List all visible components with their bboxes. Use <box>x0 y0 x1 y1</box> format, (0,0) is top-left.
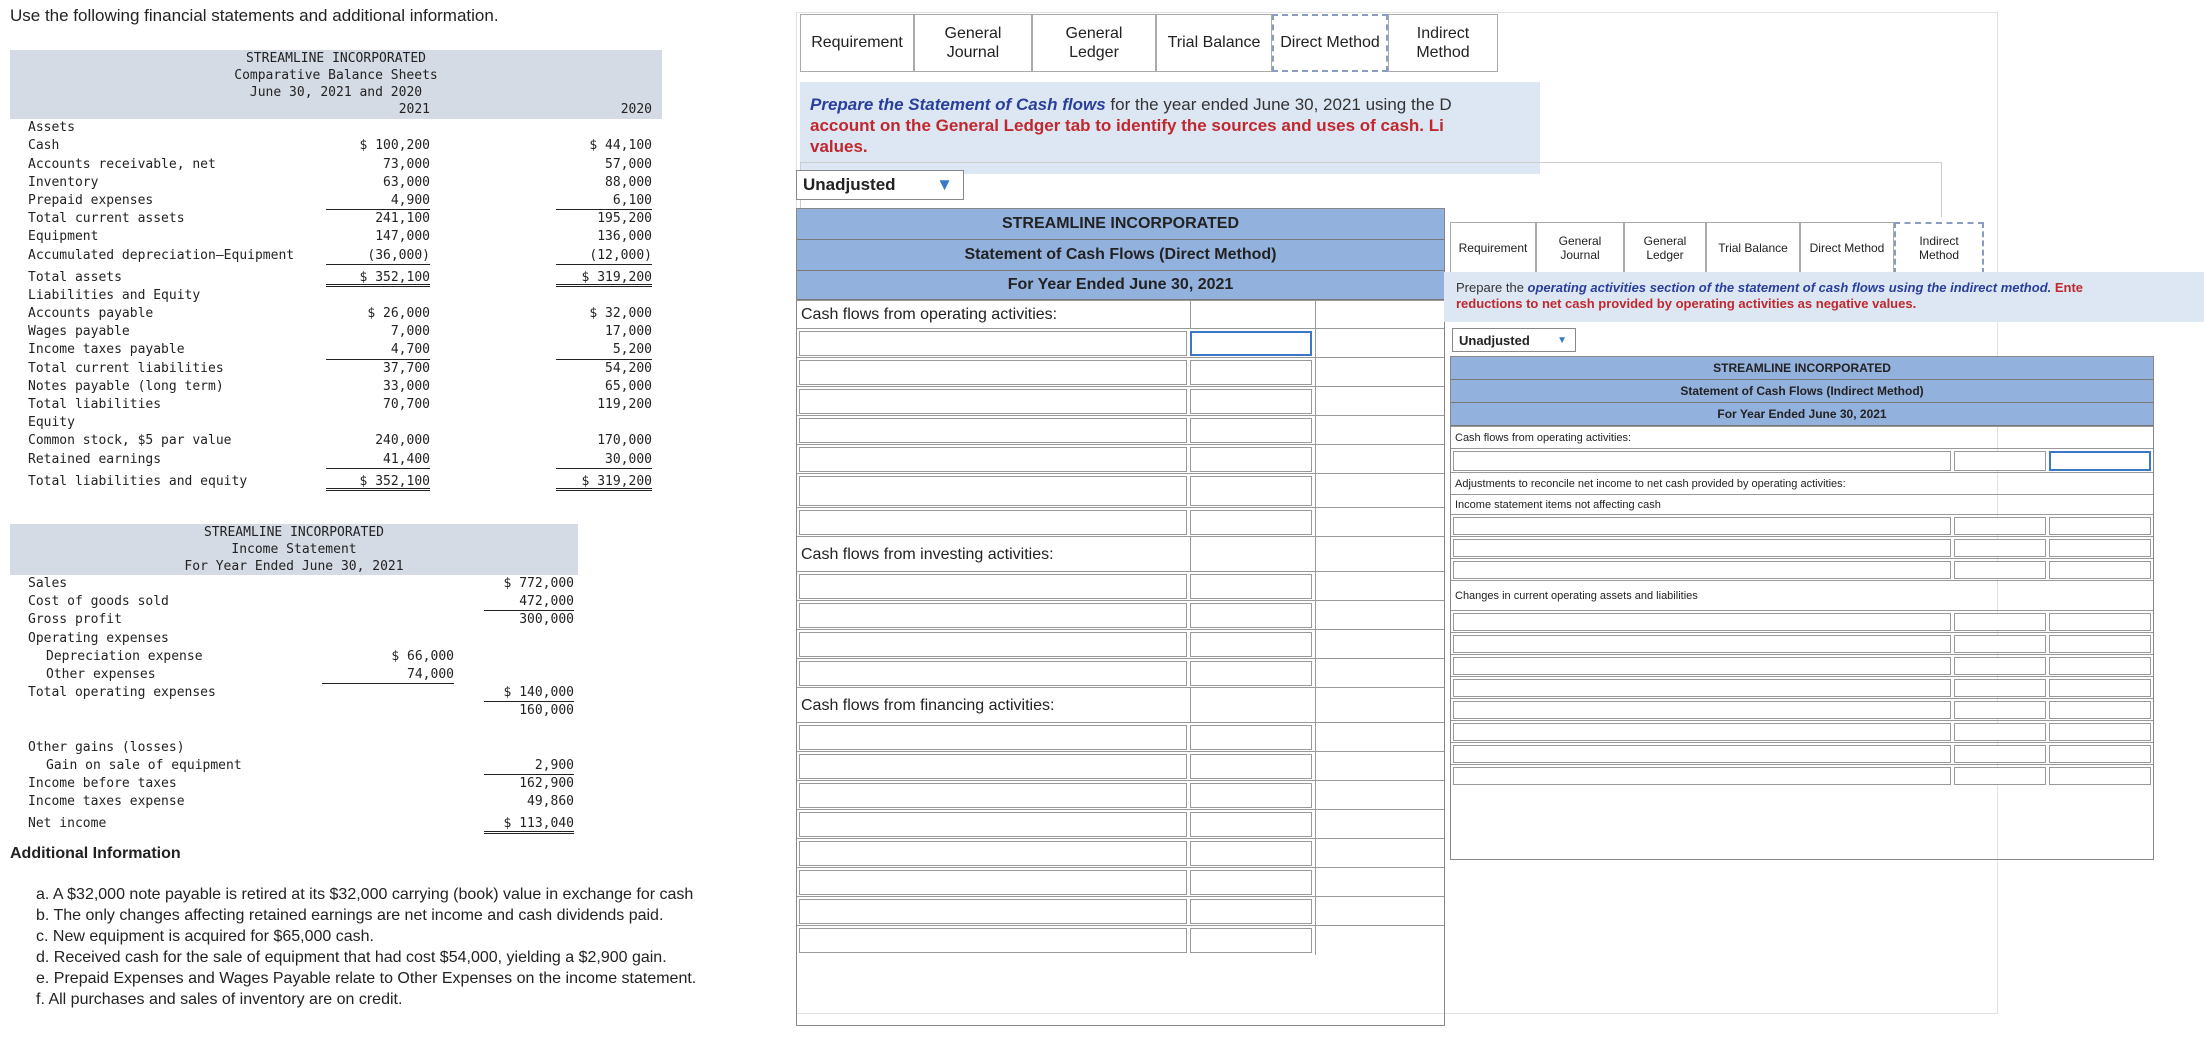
is-row-label: Gain on sale of equipment <box>46 757 242 773</box>
bs-row-2021: $ 26,000 <box>367 306 430 322</box>
indirect-input-row <box>1451 558 2153 581</box>
direct-input-row <box>797 896 1444 926</box>
direct-input-row <box>797 722 1444 752</box>
bs-row-label: Income taxes payable <box>28 342 185 358</box>
direct-account-input[interactable] <box>799 928 1187 953</box>
indirect-section-row <box>1451 472 2153 495</box>
direct-tab-requirement[interactable]: Requirement <box>800 14 914 72</box>
direct-account-input[interactable] <box>799 812 1187 837</box>
indirect-input-row <box>1451 610 2153 633</box>
bs-row-label: Accounts receivable, net <box>28 156 216 172</box>
is-row <box>10 648 580 666</box>
is-row-label: Other gains (losses) <box>28 739 185 755</box>
is-row-sub: 74,000 <box>407 666 454 682</box>
is-row-label: Sales <box>28 576 68 591</box>
indirect-method-panel <box>1444 220 2204 870</box>
direct-tab-trial-balance[interactable]: Trial Balance <box>1156 14 1272 72</box>
direct-amount-input[interactable] <box>1190 783 1312 808</box>
direct-input-row <box>797 357 1444 387</box>
is-row-total: 160,000 <box>519 703 574 719</box>
indirect-amount-input[interactable] <box>1954 561 2046 579</box>
is-row <box>10 793 580 811</box>
direct-tab-general-ledger[interactable]: General Ledger <box>1032 14 1156 72</box>
direct-account-input[interactable] <box>799 389 1187 414</box>
direct-instr-plain: for the year ended June 30, 2021 using the D <box>1105 95 1452 114</box>
indirect-section-label: Cash flows from operating activities: <box>1455 432 1632 444</box>
direct-instr-red: account on the General Ledger tab to identify the sources and uses of cash. Li <box>810 116 1444 135</box>
bs-row-2021: 73,000 <box>383 156 430 172</box>
bs-row-2021: 70,700 <box>383 397 430 412</box>
indirect-section-row <box>1451 426 2153 449</box>
direct-statement <box>796 208 1445 1026</box>
indirect-amount-input[interactable] <box>1954 701 2046 719</box>
indirect-total-input[interactable] <box>2049 451 2151 471</box>
indirect-account-input[interactable] <box>1453 613 1951 631</box>
bs-row-2021: 147,000 <box>375 229 430 245</box>
direct-input-row <box>797 386 1444 416</box>
is-row-total: $ 113,040 <box>503 816 574 832</box>
direct-amount-input[interactable] <box>1190 574 1312 599</box>
direct-account-input[interactable] <box>799 360 1187 385</box>
bs-row-label: Total current liabilities <box>28 360 224 376</box>
indirect-tab-general-journal[interactable]: General Journal <box>1536 222 1624 274</box>
direct-input-row <box>797 867 1444 897</box>
indirect-total-input[interactable] <box>2049 635 2151 653</box>
indirect-account-input[interactable] <box>1453 561 1951 579</box>
bs-row-label: Common stock, $5 par value <box>28 433 232 449</box>
direct-account-input[interactable] <box>799 476 1187 506</box>
indirect-account-input[interactable] <box>1453 539 1951 557</box>
direct-account-input[interactable] <box>799 754 1187 779</box>
direct-input-row <box>797 600 1444 630</box>
bs-row-label: Equity <box>28 415 75 431</box>
additional-info-item: e. Prepaid Expenses and Wages Payable relate to Other Expenses on the income statement. <box>36 970 697 987</box>
bs-row <box>10 451 662 469</box>
bs-row-label: Assets <box>28 120 75 136</box>
bs-row-2021: $ 352,100 <box>359 269 430 285</box>
bs-row-label: Cash <box>28 138 60 154</box>
indirect-section-label: Adjustments to reconcile net income to net cash provided by operating activities: <box>1455 478 1846 490</box>
bs-row <box>10 174 662 192</box>
indirect-tab-general-ledger[interactable]: General Ledger <box>1624 222 1706 274</box>
bs-row <box>10 228 662 246</box>
is-subtitle: Income Statement <box>231 542 357 557</box>
is-row-total: 472,000 <box>519 594 574 610</box>
bs-row-2021: 4,700 <box>390 342 430 358</box>
indirect-account-input[interactable] <box>1453 701 1951 719</box>
bs-row <box>10 414 662 432</box>
direct-amount-input[interactable] <box>1190 661 1312 686</box>
direct-amount-input[interactable] <box>1190 331 1312 356</box>
direct-input-row <box>797 658 1444 688</box>
indirect-instr-red: Ente <box>2051 280 2084 295</box>
bs-subtitle: Comparative Balance Sheets <box>234 68 438 83</box>
indirect-input-row <box>1451 698 2153 721</box>
bs-row <box>10 396 662 414</box>
indirect-instructions <box>1444 272 2204 322</box>
is-row-label: Depreciation expense <box>46 648 203 664</box>
bs-row-2020: 65,000 <box>605 378 652 394</box>
indirect-input-row <box>1451 654 2153 677</box>
direct-account-input[interactable] <box>799 331 1187 356</box>
is-row <box>10 775 580 793</box>
indirect-input-row <box>1451 676 2153 699</box>
indirect-total-input[interactable] <box>2049 701 2151 719</box>
bs-row <box>10 247 662 265</box>
bs-title: STREAMLINE INCORPORATED <box>245 51 426 66</box>
indirect-amount-input[interactable] <box>1954 451 2046 471</box>
indirect-amount-input[interactable] <box>1954 745 2046 763</box>
direct-head-title: Statement of Cash Flows (Direct Method) <box>797 240 1444 271</box>
indirect-account-input[interactable] <box>1453 745 1951 763</box>
direct-account-input[interactable] <box>799 418 1187 443</box>
is-row-label: Income taxes expense <box>28 794 185 810</box>
direct-dropdown-value: Unadjusted <box>803 175 896 194</box>
is-row-label: Net income <box>28 816 107 832</box>
indirect-total-input[interactable] <box>2049 679 2151 697</box>
bs-row <box>10 137 662 155</box>
indirect-amount-input[interactable] <box>1954 539 2046 557</box>
additional-info-item: b. The only changes affecting retained earnings are net income and cash dividends paid. <box>36 907 664 924</box>
indirect-instr-red2: reductions to net cash provided by operating activities as negative values. <box>1456 296 1917 311</box>
indirect-section-row <box>1451 494 2153 515</box>
is-row <box>10 666 580 684</box>
is-row-total: $ 772,000 <box>503 576 574 591</box>
bs-row-2020: 30,000 <box>605 451 652 467</box>
bs-row <box>10 305 662 323</box>
direct-account-input[interactable] <box>799 841 1187 866</box>
additional-info-item: d. Received cash for the sale of equipment that had cost $54,000, yielding a $2,900 gain. <box>36 949 667 966</box>
bs-row-label: Total assets <box>28 269 122 285</box>
bs-row-label: Total current assets <box>28 211 185 227</box>
direct-account-input[interactable] <box>799 603 1187 628</box>
direct-amount-input[interactable] <box>1190 418 1312 443</box>
indirect-amount-input[interactable] <box>1954 517 2046 535</box>
indirect-head-period: For Year Ended June 30, 2021 <box>1451 403 2153 426</box>
additional-info-item: c. New equipment is acquired for $65,000 cash. <box>36 928 374 945</box>
bs-row-2020: 6,100 <box>612 192 652 208</box>
bs-row-label: Notes payable (long term) <box>28 378 224 394</box>
is-date: For Year Ended June 30, 2021 <box>184 559 404 574</box>
indirect-total-input[interactable] <box>2049 657 2151 675</box>
indirect-total-input[interactable] <box>2049 539 2151 557</box>
direct-input-row <box>797 507 1444 537</box>
direct-input-row <box>797 925 1444 955</box>
is-row-total: 2,900 <box>534 757 574 773</box>
direct-account-input[interactable] <box>799 510 1187 535</box>
bs-date: June 30, 2021 and 2020 <box>249 85 423 100</box>
direct-section-label: Cash flows from operating activities: <box>801 306 1058 323</box>
direct-amount-input[interactable] <box>1190 360 1312 385</box>
is-row <box>10 593 580 611</box>
direct-input-row <box>797 809 1444 839</box>
bs-row-2020: $ 319,200 <box>581 269 652 285</box>
indirect-total-input[interactable] <box>2049 767 2151 785</box>
is-row-label: Other expenses <box>46 666 156 682</box>
direct-input-row <box>797 571 1444 601</box>
indirect-amount-input[interactable] <box>1954 613 2046 631</box>
bs-row-2020: 54,200 <box>605 360 652 376</box>
is-row-label: Cost of goods sold <box>28 594 169 610</box>
direct-account-input[interactable] <box>799 899 1187 924</box>
bs-row-2021: 63,000 <box>383 174 430 190</box>
additional-info-item: a. A $32,000 note payable is retired at its $32,000 carrying (book) value in exchange for cash <box>36 886 694 903</box>
bs-row-2021: (36,000) <box>367 247 430 263</box>
direct-amount-input[interactable] <box>1190 510 1312 535</box>
bs-row-2020: 17,000 <box>605 324 652 340</box>
indirect-tab-trial-balance[interactable]: Trial Balance <box>1706 222 1800 274</box>
bs-row <box>10 323 662 341</box>
bs-row-2020: 119,200 <box>597 397 652 412</box>
indirect-account-input[interactable] <box>1453 723 1951 741</box>
bs-row-2020: 170,000 <box>597 433 652 449</box>
direct-account-input[interactable] <box>799 632 1187 657</box>
is-row-sub: $ 66,000 <box>391 648 454 664</box>
direct-account-input[interactable] <box>799 870 1187 895</box>
is-row-total: 300,000 <box>519 612 574 628</box>
indirect-account-input[interactable] <box>1453 767 1951 785</box>
direct-amount-input[interactable] <box>1190 476 1312 506</box>
bs-row-2020: 195,200 <box>597 211 652 227</box>
bs-row-2021: 240,000 <box>375 433 430 449</box>
direct-amount-input[interactable] <box>1190 447 1312 472</box>
bs-row-2020: $ 319,200 <box>581 473 652 489</box>
direct-instructions <box>800 82 1540 174</box>
bs-row-2021: 241,100 <box>375 211 430 227</box>
direct-input-row <box>797 473 1444 508</box>
direct-instr-emph: Prepare the Statement of Cash flows <box>810 95 1106 114</box>
indirect-account-input[interactable] <box>1453 657 1951 675</box>
direct-instr-red2: values. <box>810 137 868 156</box>
indirect-amount-input[interactable] <box>1954 679 2046 697</box>
is-row-label: Gross profit <box>28 612 122 628</box>
is-row <box>10 630 580 648</box>
direct-amount-input[interactable] <box>1190 603 1312 628</box>
direct-tab-general-journal[interactable]: General Journal <box>914 14 1032 72</box>
direct-amount-input[interactable] <box>1190 812 1312 837</box>
bs-row-label: Accumulated depreciation—Equipment <box>28 247 295 263</box>
indirect-head-company: STREAMLINE INCORPORATED <box>1451 357 2153 380</box>
direct-input-row <box>797 444 1444 474</box>
bs-row <box>10 473 662 491</box>
bs-row <box>10 156 662 174</box>
indirect-instr-emph: operating activities section of the statement of cash flows using the indirect method. <box>1527 280 2052 295</box>
indirect-total-input[interactable] <box>2049 517 2151 535</box>
indirect-head-title: Statement of Cash Flows (Indirect Method) <box>1451 380 2153 403</box>
chevron-down-icon: ▼ <box>1557 334 1567 346</box>
intro-text: Use the following financial statements and additional information. <box>10 6 499 25</box>
bs-row-label: Retained earnings <box>28 451 162 467</box>
is-row <box>10 815 580 833</box>
bs-row-2020: 136,000 <box>597 229 652 245</box>
indirect-total-input[interactable] <box>2049 745 2151 763</box>
is-row-label: Total operating expenses <box>28 685 216 701</box>
indirect-amount-input[interactable] <box>1954 723 2046 741</box>
direct-account-input[interactable] <box>799 661 1187 686</box>
bs-row-2021: 7,000 <box>390 324 430 340</box>
bs-row-label: Equipment <box>28 229 99 245</box>
bs-row-2021: 37,700 <box>383 360 430 376</box>
balance-sheet-header <box>10 50 662 119</box>
bs-row-2021: 4,900 <box>390 192 430 208</box>
indirect-tab-indirect-method[interactable]: Indirect Method <box>1894 222 1984 274</box>
bs-row-2021: $ 100,200 <box>359 138 430 154</box>
indirect-instr-plain: Prepare the <box>1456 280 1528 295</box>
direct-amount-input[interactable] <box>1190 928 1312 953</box>
indirect-dropdown-value: Unadjusted <box>1459 332 1530 348</box>
bs-row-2020: 88,000 <box>605 174 652 190</box>
indirect-tab-requirement[interactable]: Requirement <box>1450 222 1536 274</box>
indirect-input-row <box>1451 448 2153 473</box>
indirect-input-row <box>1451 742 2153 765</box>
bs-row <box>10 341 662 359</box>
bs-row-label: Accounts payable <box>28 306 154 322</box>
chevron-down-icon: ▼ <box>936 175 953 194</box>
bs-row <box>10 192 662 210</box>
bs-row-2020: (12,000) <box>589 247 652 263</box>
is-row <box>10 611 580 629</box>
indirect-statement <box>1450 356 2154 860</box>
direct-input-row <box>797 751 1444 781</box>
additional-info-heading: Additional Information <box>10 845 181 862</box>
direct-amount-input[interactable] <box>1190 632 1312 657</box>
direct-section-label: Cash flows from financing activities: <box>801 697 1055 714</box>
bs-row-label: Wages payable <box>28 324 130 340</box>
balance-sheet <box>10 50 662 491</box>
bs-row-label: Liabilities and Equity <box>28 287 201 303</box>
bs-row-2021: $ 352,100 <box>359 473 430 489</box>
indirect-amount-input[interactable] <box>1954 635 2046 653</box>
indirect-tab-direct-method[interactable]: Direct Method <box>1800 222 1894 274</box>
is-row <box>10 757 580 775</box>
bs-row <box>10 360 662 378</box>
direct-input-row <box>797 629 1444 659</box>
direct-amount-input[interactable] <box>1190 754 1312 779</box>
indirect-amount-input[interactable] <box>1954 767 2046 785</box>
bs-row-2021: 41,400 <box>383 451 430 467</box>
direct-amount-input[interactable] <box>1190 870 1312 895</box>
indirect-amount-input[interactable] <box>1954 657 2046 675</box>
indirect-account-input[interactable] <box>1453 635 1951 653</box>
bs-col-2021: 2021 <box>398 102 430 117</box>
bs-row <box>10 287 662 305</box>
indirect-section-row <box>1451 580 2153 611</box>
bs-row-2020: 5,200 <box>612 342 652 358</box>
direct-input-row <box>797 780 1444 810</box>
indirect-adjustment-dropdown[interactable] <box>1452 328 1576 352</box>
is-row-total: 49,860 <box>527 794 574 810</box>
indirect-total-input[interactable] <box>2049 613 2151 631</box>
direct-account-input[interactable] <box>799 783 1187 808</box>
income-statement-header <box>10 524 578 575</box>
is-row-label: Income before taxes <box>28 776 177 792</box>
bs-row-label: Inventory <box>28 174 99 190</box>
indirect-section-label: Income statement items not affecting cash <box>1455 499 1661 511</box>
direct-adjustment-dropdown[interactable] <box>796 170 964 200</box>
direct-section-row <box>797 300 1444 329</box>
indirect-total-input[interactable] <box>2049 723 2151 741</box>
direct-amount-input[interactable] <box>1190 725 1312 750</box>
direct-amount-input[interactable] <box>1190 899 1312 924</box>
bs-row-label: Total liabilities <box>28 397 162 412</box>
direct-section-row <box>797 687 1444 723</box>
bs-row-2020: $ 32,000 <box>589 306 652 322</box>
direct-tab-direct-method[interactable]: Direct Method <box>1272 14 1388 72</box>
is-row-total: $ 140,000 <box>503 685 574 701</box>
direct-account-input[interactable] <box>799 447 1187 472</box>
direct-tab-indirect-method[interactable]: Indirect Method <box>1388 14 1498 72</box>
additional-info-list <box>36 884 696 1010</box>
direct-input-row <box>797 415 1444 445</box>
direct-head-company: STREAMLINE INCORPORATED <box>797 209 1444 240</box>
income-statement <box>10 524 580 834</box>
direct-account-input[interactable] <box>799 574 1187 599</box>
is-row <box>10 702 580 720</box>
bs-row-label: Prepaid expenses <box>28 192 154 208</box>
indirect-input-row <box>1451 632 2153 655</box>
bs-row-label: Total liabilities and equity <box>28 473 248 489</box>
indirect-section-label: Changes in current operating assets and liabilities <box>1455 590 1698 602</box>
additional-info-item: f. All purchases and sales of inventory are on credit. <box>36 991 403 1008</box>
indirect-input-row <box>1451 536 2153 559</box>
is-row <box>10 721 580 739</box>
is-row-label: Operating expenses <box>28 630 169 646</box>
is-row <box>10 575 580 593</box>
is-title: STREAMLINE INCORPORATED <box>203 525 384 540</box>
direct-input-row <box>797 328 1444 358</box>
direct-input-row <box>797 838 1444 868</box>
bs-row-2021: 33,000 <box>383 378 430 394</box>
bs-col-2020: 2020 <box>620 102 652 117</box>
bs-row <box>10 119 662 137</box>
indirect-account-input[interactable] <box>1453 517 1951 535</box>
bs-row <box>10 378 662 396</box>
indirect-account-input[interactable] <box>1453 679 1951 697</box>
direct-section-label: Cash flows from investing activities: <box>801 546 1054 563</box>
is-row <box>10 739 580 757</box>
bs-row-2020: 57,000 <box>605 156 652 172</box>
direct-amount-input[interactable] <box>1190 389 1312 414</box>
bs-row-2020: $ 44,100 <box>589 138 652 154</box>
indirect-input-row <box>1451 514 2153 537</box>
direct-amount-input[interactable] <box>1190 841 1312 866</box>
indirect-total-input[interactable] <box>2049 561 2151 579</box>
is-row <box>10 684 580 702</box>
indirect-account-input[interactable] <box>1453 451 1951 471</box>
direct-account-input[interactable] <box>799 725 1187 750</box>
bs-row <box>10 432 662 450</box>
bs-row <box>10 210 662 228</box>
bs-row <box>10 269 662 287</box>
indirect-input-row <box>1451 764 2153 787</box>
is-row-total: 162,900 <box>519 776 574 792</box>
indirect-input-row <box>1451 720 2153 743</box>
direct-head-period: For Year Ended June 30, 2021 <box>797 271 1444 300</box>
direct-section-row <box>797 536 1444 572</box>
